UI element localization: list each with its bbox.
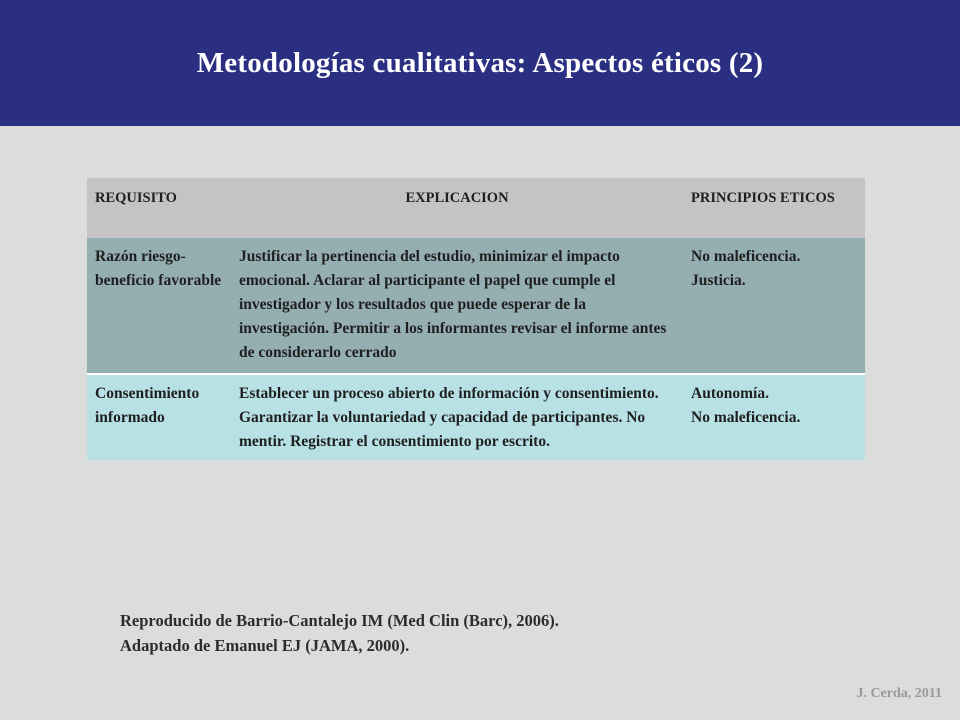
cell-requisito: Consentimiento informado <box>87 374 231 460</box>
cell-explicacion: Justificar la pertinencia del estudio, minimizar el impacto emocional. Aclarar al participante el papel que cumple el investigador y los resultados que puede esperar de la investigación. Permitir a los informantes revisar el informe antes de considerarlo cerrado <box>239 248 667 361</box>
principle-item: Autonomía. <box>691 385 769 402</box>
table-header-row <box>87 178 865 238</box>
title-banner <box>0 0 960 126</box>
header-principios: PRINCIPIOS ETICOS <box>691 190 835 206</box>
slide-title: Metodologías cualitativas: Aspectos éticos (2) <box>196 46 764 79</box>
principle-item: No maleficencia. <box>691 248 801 265</box>
reference-line: Reproducido de Barrio-Cantalejo IM (Med Clin (Barc), 2006). <box>120 611 559 630</box>
ethics-table <box>87 178 865 460</box>
cell-principios <box>683 374 865 460</box>
header-explicacion: EXPLICACION <box>405 190 509 206</box>
author-credit: J. Cerda, 2011 <box>856 686 942 701</box>
principle-item: No maleficencia. <box>691 409 801 426</box>
cell-principios <box>683 238 865 374</box>
cell-explicacion: Establecer un proceso abierto de información y consentimiento. Garantizar la voluntariedad y capacidad de participantes. No mentir. Registrar el consentimiento por escrito. <box>231 374 683 460</box>
cell-requisito: Razón riesgo-beneficio favorable <box>95 248 222 289</box>
reference-line: Adaptado de Emanuel EJ (JAMA, 2000). <box>120 636 410 655</box>
table-row <box>87 374 865 460</box>
principle-item: Justicia. <box>691 272 746 289</box>
table-row <box>87 238 865 374</box>
source-reference <box>120 608 559 658</box>
header-requisito: REQUISITO <box>95 190 177 206</box>
